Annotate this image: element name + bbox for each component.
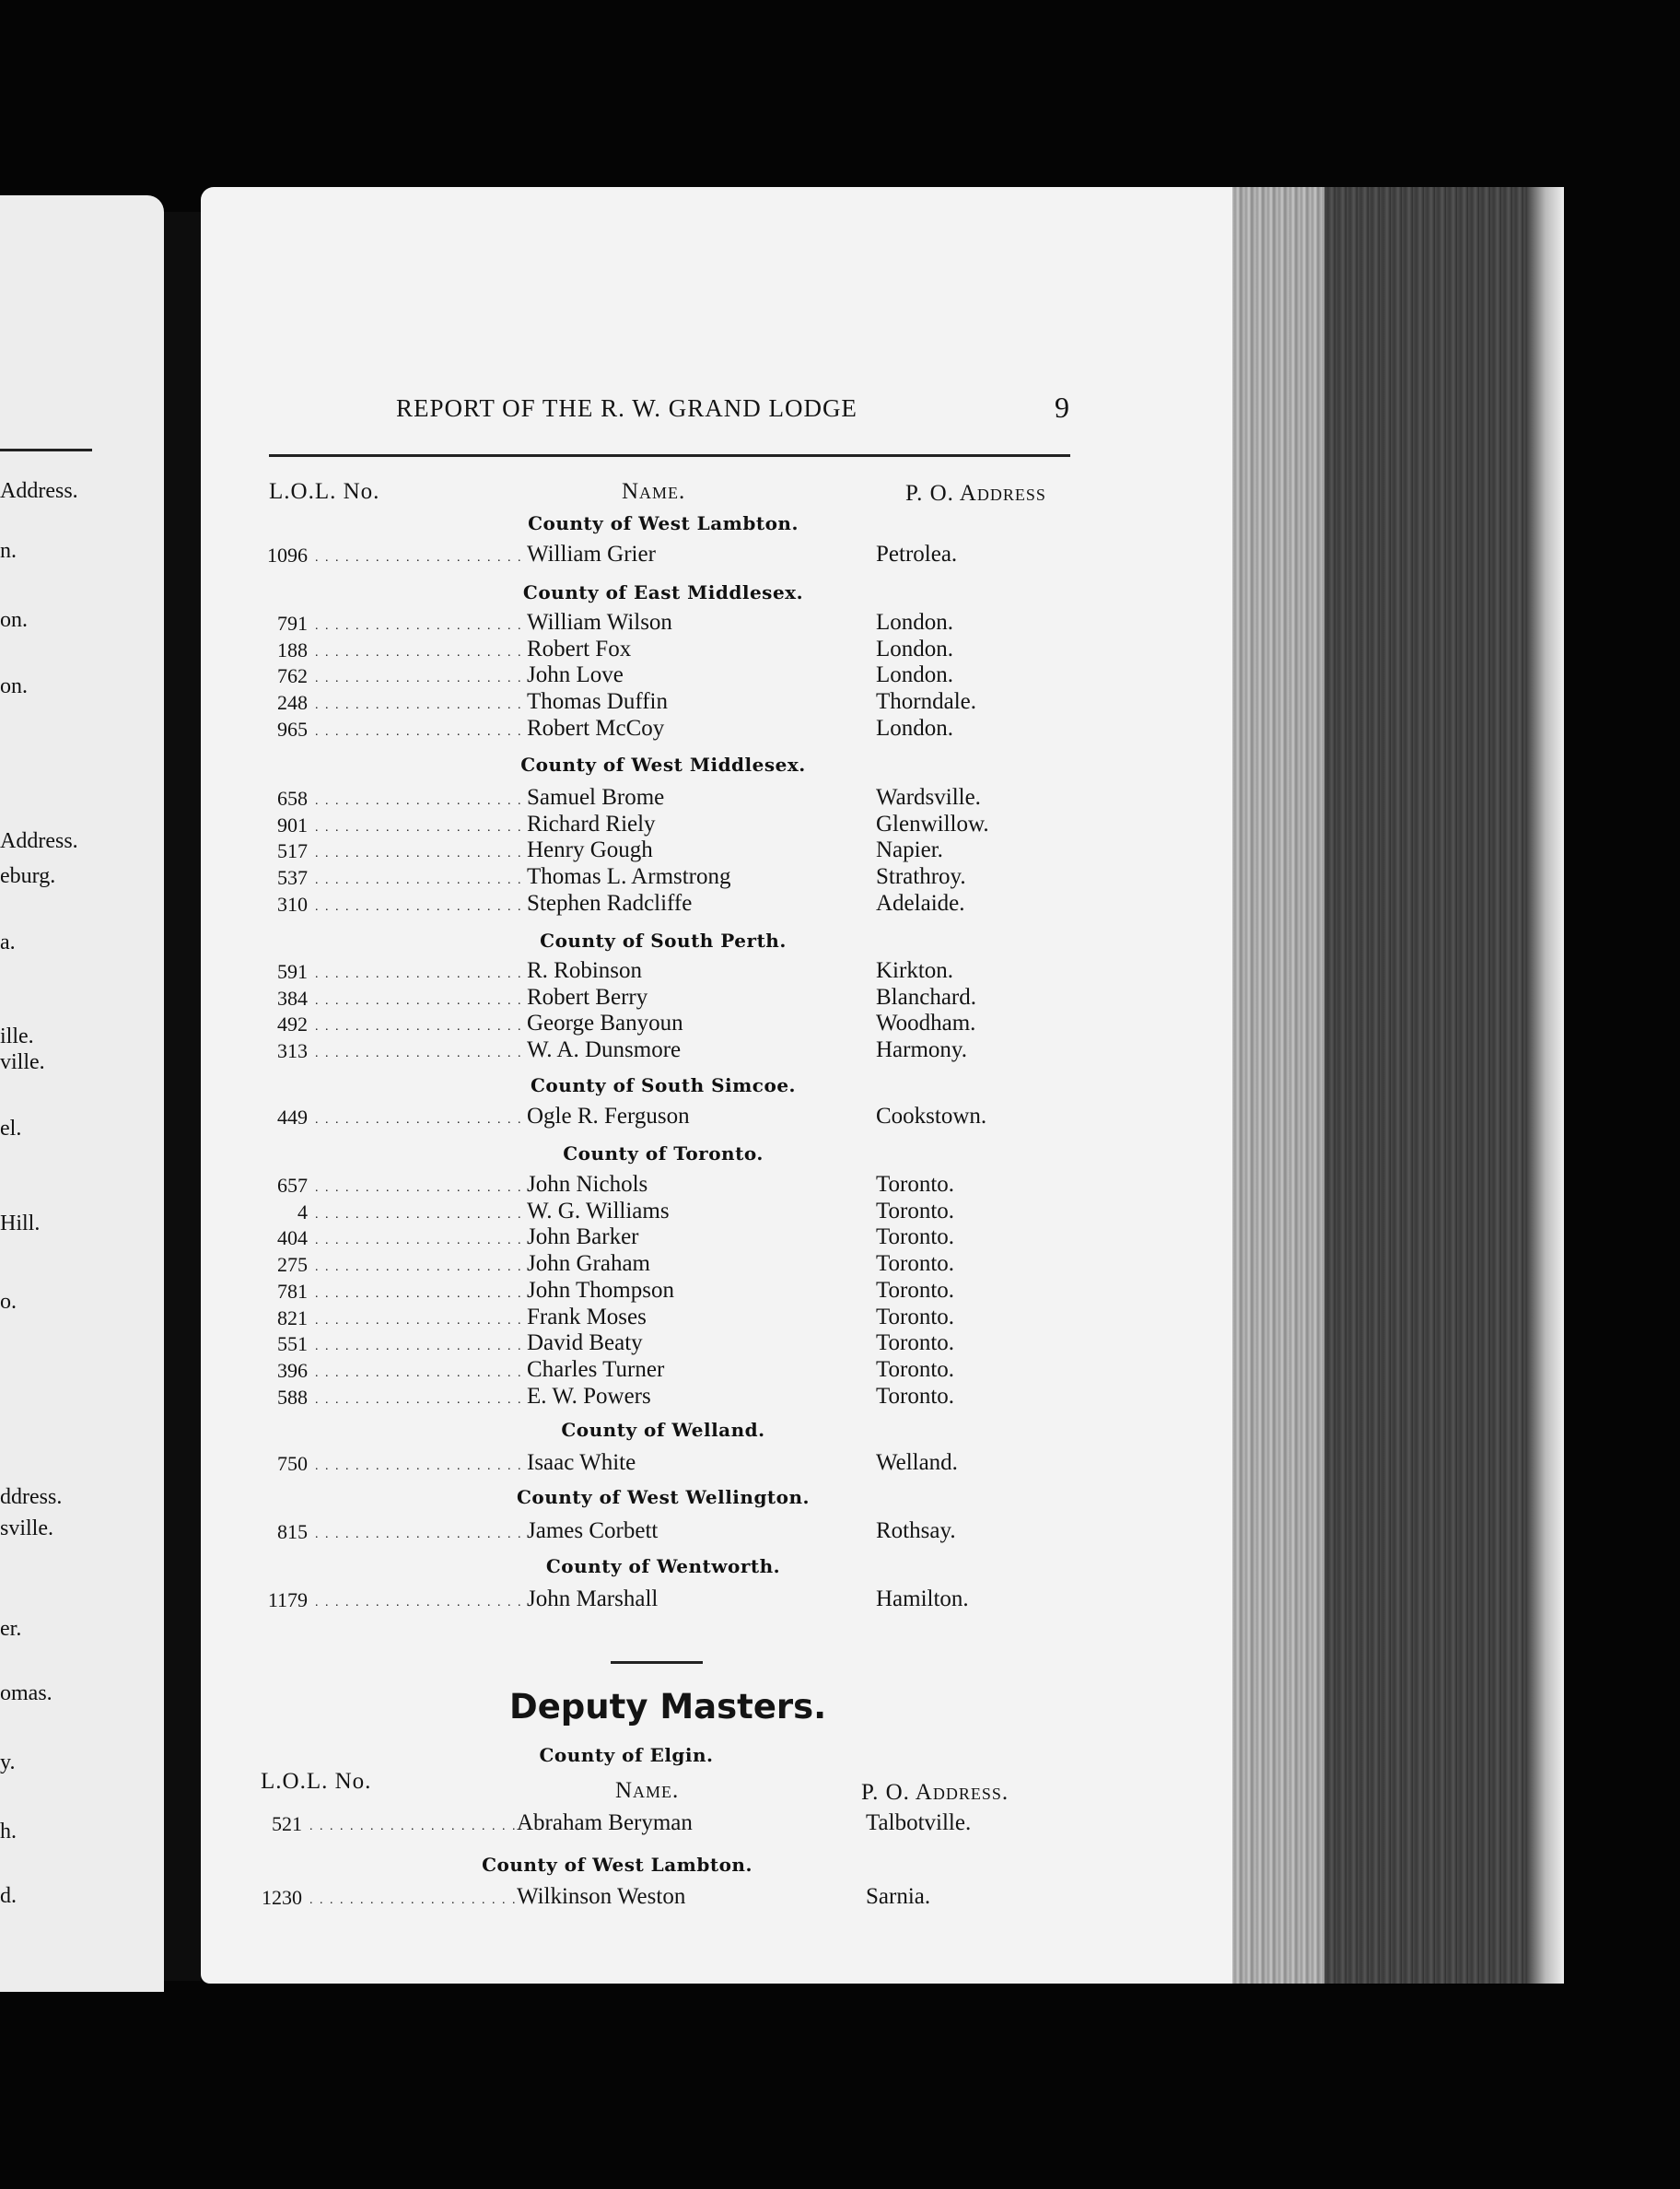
county-heading: County of South Simcoe. — [530, 1074, 797, 1096]
lodge-row — [260, 1305, 1089, 1330]
post-office-address: Kirkton. — [872, 958, 953, 984]
lol-number: 1096 — [267, 544, 308, 567]
post-office-address: Thorndale. — [872, 689, 976, 715]
master-name: E. W. Powers — [527, 1384, 655, 1410]
master-name: William Grier — [527, 542, 659, 568]
lol-number: 537 — [277, 866, 308, 890]
lodge-row — [260, 1278, 1089, 1304]
post-office-address: Woodham. — [872, 1011, 975, 1036]
lol-number: 521 — [272, 1812, 302, 1835]
post-office-address: Welland. — [872, 1450, 958, 1476]
lodge-row — [260, 1384, 1089, 1410]
page-edges — [1232, 187, 1564, 1984]
left-page-fragment: er. — [0, 1617, 22, 1641]
master-name: Robert Fox — [527, 637, 635, 662]
left-page-fragment: Hill. — [0, 1212, 41, 1235]
left-page-fragment: o. — [0, 1290, 17, 1314]
lol-number: 396 — [277, 1358, 308, 1382]
lol-number: 275 — [277, 1253, 308, 1277]
lol-number: 901 — [277, 813, 308, 837]
left-page-fragment: Address. — [0, 829, 78, 853]
post-office-address: Toronto. — [872, 1305, 954, 1330]
lodge-row — [260, 1199, 1089, 1224]
lodge-row — [260, 1011, 1089, 1036]
lol-number: 791 — [277, 612, 308, 635]
lodge-row — [254, 1810, 1083, 1836]
master-name: Thomas Duffin — [527, 689, 671, 715]
lol-number: 781 — [277, 1279, 308, 1303]
lol-number: 750 — [277, 1452, 308, 1475]
post-office-address: Hamilton. — [872, 1586, 969, 1612]
lodge-row — [260, 864, 1089, 890]
post-office-address: Toronto. — [872, 1384, 954, 1410]
post-office-address: London. — [872, 637, 953, 662]
deputy-masters-title: Deputy Masters. — [509, 1687, 827, 1727]
master-name: R. Robinson — [527, 958, 646, 984]
county-heading: County of Welland. — [561, 1419, 765, 1441]
master-name: W. G. Williams — [527, 1199, 673, 1224]
lodge-row — [260, 1037, 1089, 1063]
post-office-address: London. — [872, 716, 953, 742]
lodge-row — [260, 637, 1089, 662]
section-divider — [611, 1661, 703, 1664]
master-name: Henry Gough — [527, 837, 657, 863]
post-office-address: Blanchard. — [872, 985, 976, 1011]
lodge-row — [260, 1104, 1089, 1130]
post-office-address: Talbotville. — [862, 1810, 971, 1836]
lodge-row — [260, 1251, 1089, 1277]
lol-number: 248 — [277, 691, 308, 715]
post-office-address: Petrolea. — [872, 542, 957, 568]
post-office-address: Rothsay. — [872, 1518, 956, 1544]
facing-left-page — [0, 195, 164, 1992]
left-page-fragment: h. — [0, 1820, 17, 1844]
lodge-row — [260, 1224, 1089, 1250]
left-page-fragment: a. — [0, 931, 16, 954]
lodge-row — [260, 1450, 1089, 1476]
left-page-fragment: el. — [0, 1117, 22, 1141]
post-office-address: Toronto. — [872, 1251, 954, 1277]
master-name: Frank Moses — [527, 1305, 650, 1330]
master-name: George Banyoun — [527, 1011, 687, 1036]
left-page-fragment: ille. — [0, 1024, 34, 1048]
master-name: Wilkinson Weston — [517, 1884, 689, 1910]
left-page-fragment: d. — [0, 1884, 17, 1908]
lodge-row — [260, 891, 1089, 917]
post-office-address: Toronto. — [872, 1172, 954, 1198]
lodge-row — [260, 716, 1089, 742]
master-name: Charles Turner — [527, 1357, 668, 1383]
master-name: Stephen Radcliffe — [527, 891, 695, 917]
lol-number: 517 — [277, 839, 308, 863]
post-office-address: Toronto. — [872, 1224, 954, 1250]
left-page-fragment: n. — [0, 539, 17, 563]
left-page-fragment: y. — [0, 1750, 16, 1774]
county-heading: County of West Lambton. — [528, 512, 799, 534]
master-name: Robert McCoy — [527, 716, 668, 742]
lol-number: 404 — [277, 1226, 308, 1250]
master-name: John Love — [527, 662, 627, 688]
post-office-address: Sarnia. — [862, 1884, 930, 1910]
master-name: John Marshall — [527, 1586, 661, 1612]
master-name: Ogle R. Ferguson — [527, 1104, 694, 1130]
lodge-row — [260, 1518, 1089, 1544]
lol-number: 658 — [277, 787, 308, 810]
lol-number: 815 — [277, 1520, 308, 1543]
lol-number: 821 — [277, 1305, 308, 1329]
lol-number: 551 — [277, 1332, 308, 1356]
master-name: Robert Berry — [527, 985, 651, 1011]
left-page-fragment: Address. — [0, 479, 78, 503]
post-office-address: London. — [872, 610, 953, 636]
column-header-name: Name. — [622, 479, 686, 504]
post-office-address: Toronto. — [872, 1278, 954, 1304]
column-header-address: P. O. Address — [905, 481, 1046, 506]
master-name: Samuel Brome — [527, 785, 668, 811]
lol-number: 4 — [298, 1200, 308, 1223]
lol-number: 588 — [277, 1385, 308, 1409]
post-office-address: Toronto. — [872, 1199, 954, 1224]
lodge-row — [260, 785, 1089, 811]
post-office-address: London. — [872, 662, 953, 688]
lodge-row — [260, 837, 1089, 863]
lodge-row — [260, 985, 1089, 1011]
lodge-row — [260, 1330, 1089, 1356]
lodge-row — [260, 1357, 1089, 1383]
post-office-address: Toronto. — [872, 1330, 954, 1356]
page-number: 9 — [1055, 391, 1069, 424]
county-heading: County of West Middlesex. — [520, 754, 806, 776]
county-heading: County of East Middlesex. — [522, 581, 804, 603]
master-name: David Beaty — [527, 1330, 647, 1356]
book-gutter — [164, 212, 201, 1981]
left-page-fragment: on. — [0, 608, 28, 632]
master-name: John Barker — [527, 1224, 643, 1250]
post-office-address: Cookstown. — [872, 1104, 986, 1130]
post-office-address: Toronto. — [872, 1357, 954, 1383]
header-rule — [269, 454, 1070, 457]
column-header-lol-no: L.O.L. No. — [269, 479, 380, 504]
master-name: John Nichols — [527, 1172, 651, 1198]
lodge-row — [260, 1172, 1089, 1198]
deputy-column-header-lol-no: L.O.L. No. — [261, 1769, 372, 1794]
county-heading: County of Wentworth. — [545, 1555, 781, 1577]
master-name: W. A. Dunsmore — [527, 1037, 684, 1063]
master-name: Abraham Beryman — [517, 1810, 696, 1836]
post-office-address: Glenwillow. — [872, 812, 989, 837]
lol-number: 591 — [277, 960, 308, 983]
lodge-row — [260, 958, 1089, 984]
left-page-fragment: omas. — [0, 1681, 52, 1705]
lol-number: 1230 — [262, 1886, 302, 1909]
master-name: John Thompson — [527, 1278, 678, 1304]
deputy-column-header-address: P. O. Address. — [861, 1780, 1009, 1805]
lodge-row — [260, 662, 1089, 688]
lodge-row — [260, 1586, 1089, 1612]
deputy-county-heading: County of Elgin. — [539, 1744, 714, 1766]
lodge-row — [260, 610, 1089, 636]
left-page-fragment: on. — [0, 674, 28, 698]
master-name: Isaac White — [527, 1450, 639, 1476]
master-name: James Corbett — [527, 1518, 661, 1544]
lodge-row — [260, 689, 1089, 715]
lol-number: 310 — [277, 892, 308, 916]
running-head: REPORT OF THE R. W. GRAND LODGE — [396, 394, 858, 422]
left-page-fragment: ddress. — [0, 1485, 63, 1509]
master-name: Richard Riely — [527, 812, 659, 837]
master-name: William Wilson — [527, 610, 676, 636]
left-page-fragment: ville. — [0, 1050, 45, 1074]
lodge-row — [254, 1884, 1083, 1910]
lol-number: 313 — [277, 1039, 308, 1063]
lol-number: 384 — [277, 986, 308, 1010]
post-office-address: Adelaide. — [872, 891, 964, 917]
deputy-county-heading: County of West Lambton. — [482, 1854, 752, 1876]
lol-number: 965 — [277, 717, 308, 741]
lol-number: 762 — [277, 664, 308, 688]
lol-number: 1179 — [267, 1588, 308, 1611]
lodge-row — [260, 542, 1089, 568]
master-name: John Graham — [527, 1251, 654, 1277]
left-page-fragment: sville. — [0, 1516, 53, 1540]
county-heading: County of South Perth. — [540, 930, 787, 952]
lodge-row — [260, 812, 1089, 837]
county-heading: County of Toronto. — [563, 1142, 764, 1165]
master-name: Thomas L. Armstrong — [527, 864, 735, 890]
lol-number: 188 — [277, 638, 308, 661]
post-office-address: Strathroy. — [872, 864, 966, 890]
left-page-fragment: eburg. — [0, 864, 56, 888]
post-office-address: Wardsville. — [872, 785, 981, 811]
post-office-address: Harmony. — [872, 1037, 967, 1063]
county-heading: County of West Wellington. — [516, 1486, 811, 1508]
lol-number: 657 — [277, 1174, 308, 1197]
lol-number: 492 — [277, 1013, 308, 1036]
deputy-column-header-name: Name. — [615, 1778, 680, 1803]
post-office-address: Napier. — [872, 837, 943, 863]
lol-number: 449 — [277, 1106, 308, 1129]
left-page-rule — [0, 449, 92, 451]
